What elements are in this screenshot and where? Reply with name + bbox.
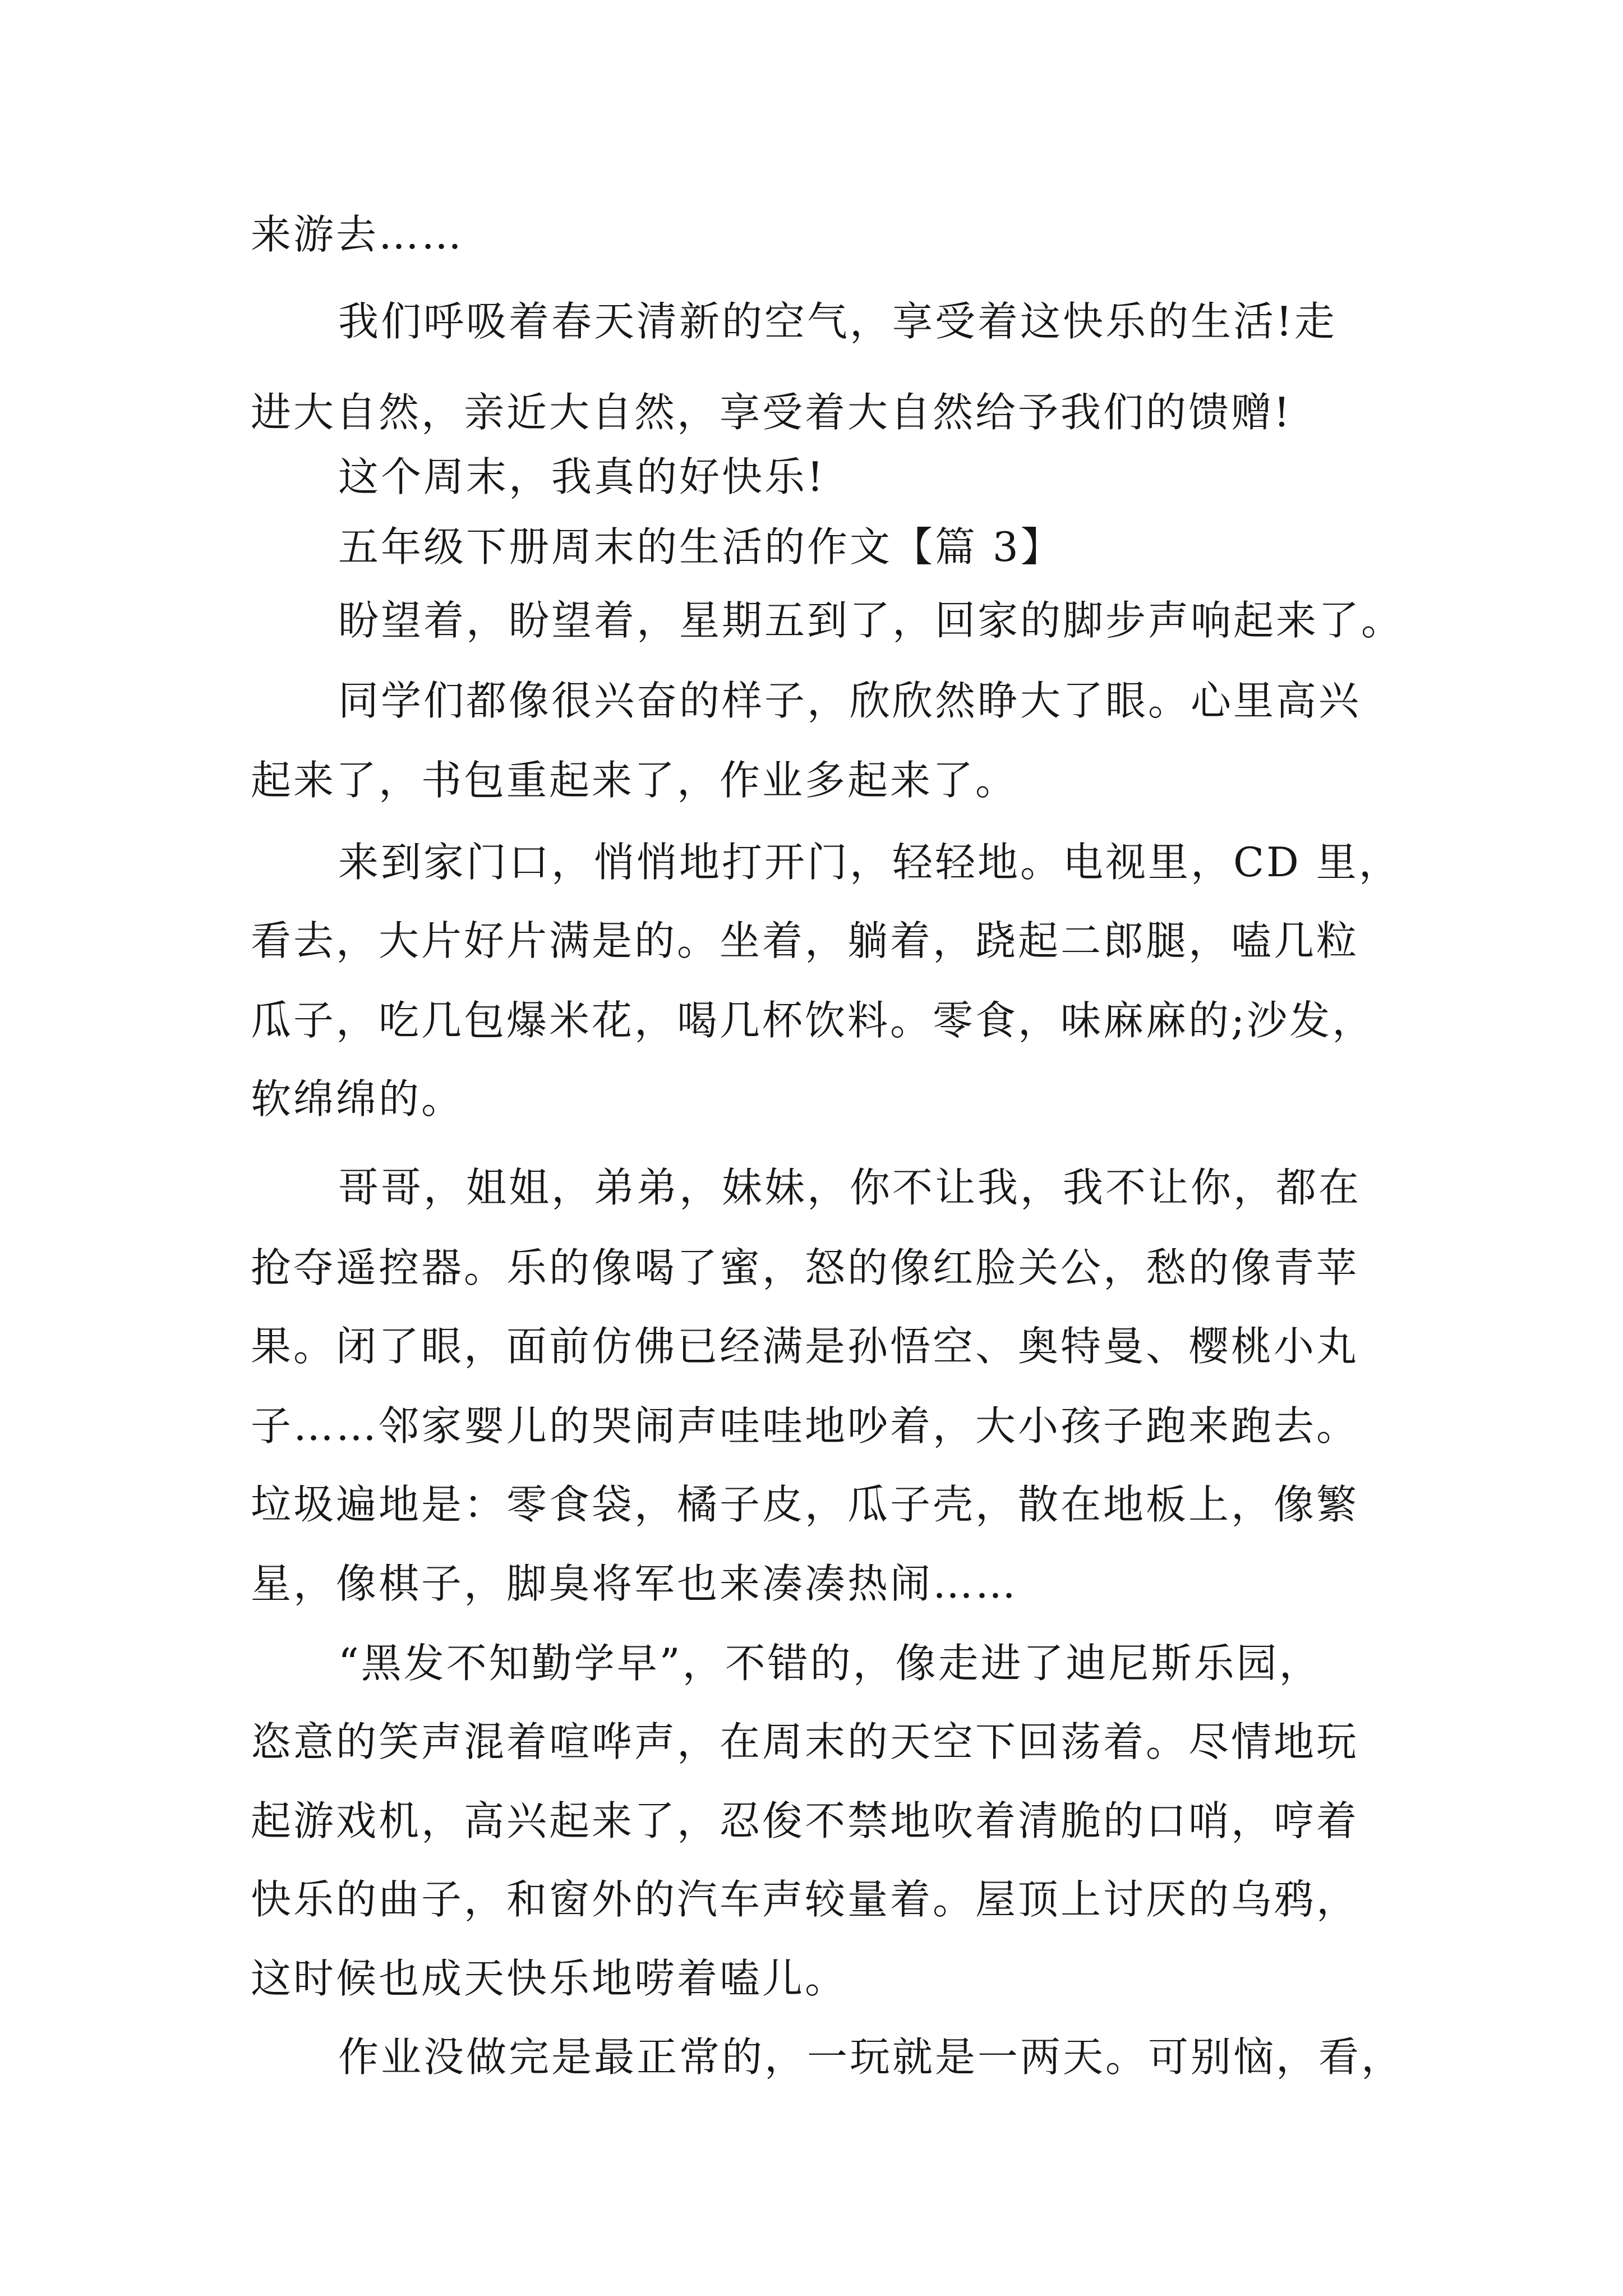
text-line: 哥哥，姐姐，弟弟，妹妹，你不让我，我不让你，都在 [338, 1164, 1362, 1211]
text-line: 抢夺遥控器。乐的像喝了蜜，怒的像红脸关公，愁的像青苹 [251, 1244, 1359, 1291]
text-line: 果。闭了眼，面前仿佛已经满是孙悟空、奥特曼、樱桃小丸 [251, 1323, 1359, 1370]
text-line: 盼望着，盼望着，星期五到了，回家的脚步声响起来了。 [338, 597, 1404, 644]
text-line: 看去，大片好片满是的。坐着，躺着，跷起二郎腿，嗑几粒 [251, 917, 1359, 964]
text-line: 快乐的曲子，和窗外的汽车声较量着。屋顶上讨厌的乌鸦， [251, 1876, 1359, 1923]
text-line: 来游去…… [251, 211, 464, 258]
text-line: 瓜子，吃几包爆米花，喝几杯饮料。零食，味麻麻的;沙发， [251, 997, 1375, 1044]
section-heading: 五年级下册周末的生活的作文【篇 3】 [338, 523, 1063, 570]
text-line: 子……邻家婴儿的哭闹声哇哇地吵着，大小孩子跑来跑去。 [251, 1402, 1359, 1450]
text-line: 我们呼吸着春天清新的空气，享受着这快乐的生活!走 [338, 298, 1337, 345]
text-line: 这个周末，我真的好快乐! [338, 453, 826, 500]
text-line: 同学们都像很兴奋的样子，欣欣然睁大了眼。心里高兴 [338, 677, 1362, 724]
text-line: 起游戏机，高兴起来了，忍俊不禁地吹着清脆的口哨，哼着 [251, 1797, 1359, 1844]
text-line: 星，像棋子，脚臭将军也来凑凑热闹…… [251, 1560, 1018, 1607]
text-line: “黑发不知勤学早”，不错的，像走进了迪尼斯乐园， [338, 1640, 1322, 1687]
text-line: 垃圾遍地是：零食袋，橘子皮，瓜子壳，散在地板上，像繁 [251, 1481, 1359, 1528]
text-line: 软绵绵的。 [251, 1075, 464, 1122]
text-line: 恣意的笑声混着喧哗声，在周末的天空下回荡着。尽情地玩 [251, 1718, 1359, 1765]
text-line: 进大自然，亲近大自然，享受着大自然给予我们的馈赠! [251, 389, 1292, 436]
text-line: 作业没做完是最正常的，一玩就是一两天。可别恼，看， [338, 2033, 1404, 2081]
text-line: 起来了，书包重起来了，作业多起来了。 [251, 757, 1018, 804]
text-line: 这时候也成天快乐地唠着嗑儿。 [251, 1955, 848, 2002]
text-line: 来到家门口，悄悄地打开门，轻轻地。电视里，CD 里， [338, 839, 1401, 886]
